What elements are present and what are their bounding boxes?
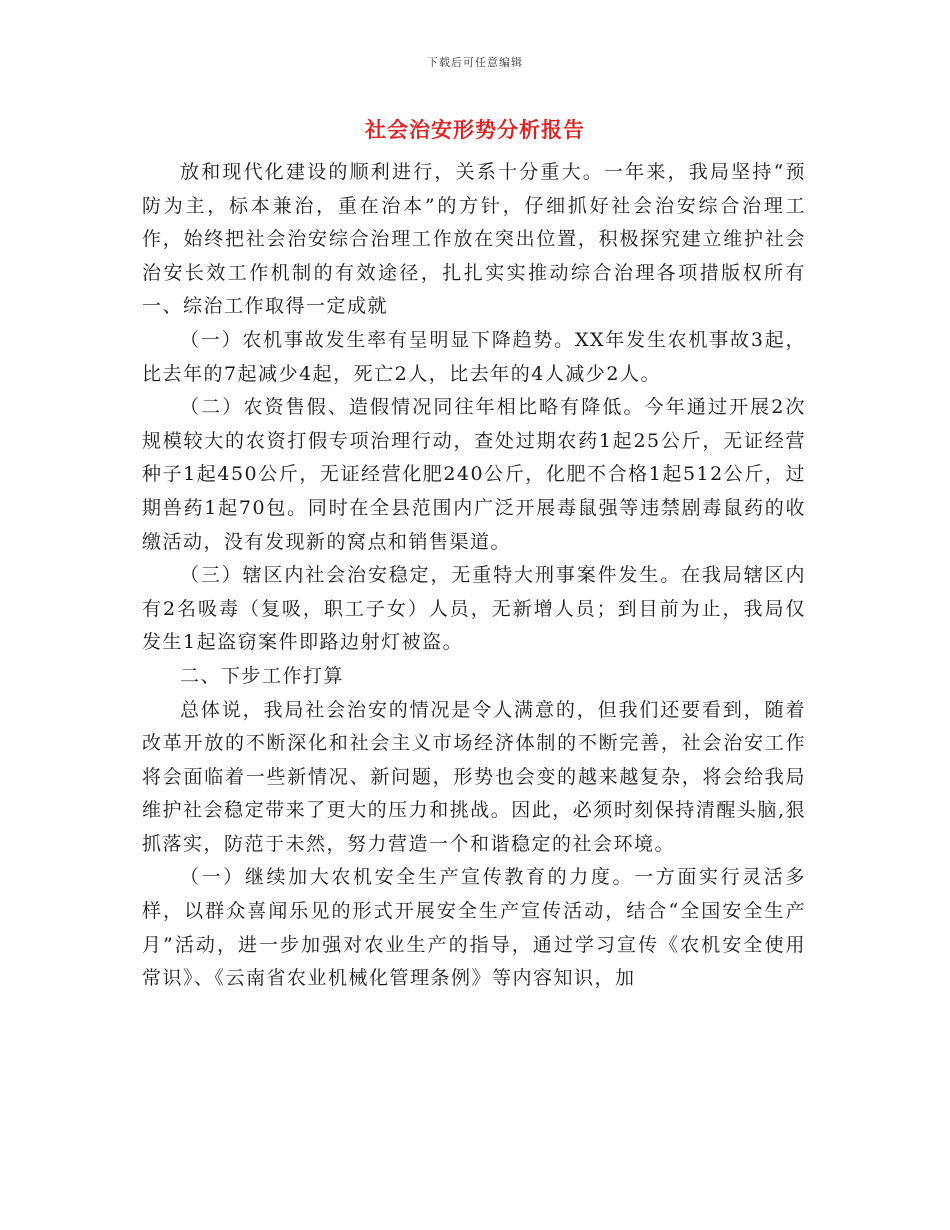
- document-body: [142, 156, 806, 996]
- paragraph-machinery-accidents: （一）农机事故发生率有呈明显下降趋势。XX年发生农机事故3起，比去年的7起减少4起，死亡2人，比去年的4人减少2人。: [142, 328, 806, 385]
- document-title: 社会治安形势分析报告: [365, 117, 585, 142]
- section-heading-next-steps: 二、下步工作打算: [180, 664, 345, 687]
- paragraph-intro: 放和现代化建设的顺利进行，关系十分重大。一年来，我局坚持“预防为主，标本兼治，重在治本”的方针，仔细抓好社会治安综合治理工作，始终把社会治安综合治理工作放在突出位置，积极探究建立维护社会治安长效工作机制的有效途径，扎扎实实推动综合治理各项措版权所有一、综治工作取得一定成就: [142, 161, 806, 318]
- header-note: 下载后可任意编辑: [427, 56, 523, 69]
- paragraph-safety-education: （一）继续加大农机安全生产宣传教育的力度。一方面实行灵活多样，以群众喜闻乐见的形式开展安全生产宣传活动，结合“全国安全生产月”活动，进一步加强对农业生产的指导，通过学习宣传《农机安全使用常识》、《云南省农业机械化管理条例》等内容知识，加: [142, 866, 806, 990]
- paragraph-overall: 总体说，我局社会治安的情况是令人满意的，但我们还要看到，随着改革开放的不断深化和社会主义市场经济体制的不断完善，社会治安工作将会面临着一些新情况、新问题，形势也会变的越来越复杂，将会给我局维护社会稳定带来了更大的压力和挑战。因此，必须时刻保持清醒头脑,狠抓落实，防范于未然，努力营造一个和谐稳定的社会环境。: [142, 698, 806, 855]
- paragraph-counterfeit-supplies: （二）农资售假、造假情况同往年相比略有降低。今年通过开展2次规模较大的农资打假专项治理行动，查处过期农药1起25公斤，无证经营种子1起450公斤，无证经营化肥240公斤，化肥不合格1起512公斤，过期兽药1起70包。同时在全县范围内广泛开展毒鼠强等违禁剧毒鼠药的收缴活动，没有发现新的窝点和销售渠道。: [142, 396, 806, 553]
- paragraph-public-security: （三）辖区内社会治安稳定，无重特大刑事案件发生。在我局辖区内有2名吸毒（复吸，职工子女）人员，无新增人员；到目前为止，我局仅发生1起盗窃案件即路边射灯被盗。: [142, 564, 806, 654]
